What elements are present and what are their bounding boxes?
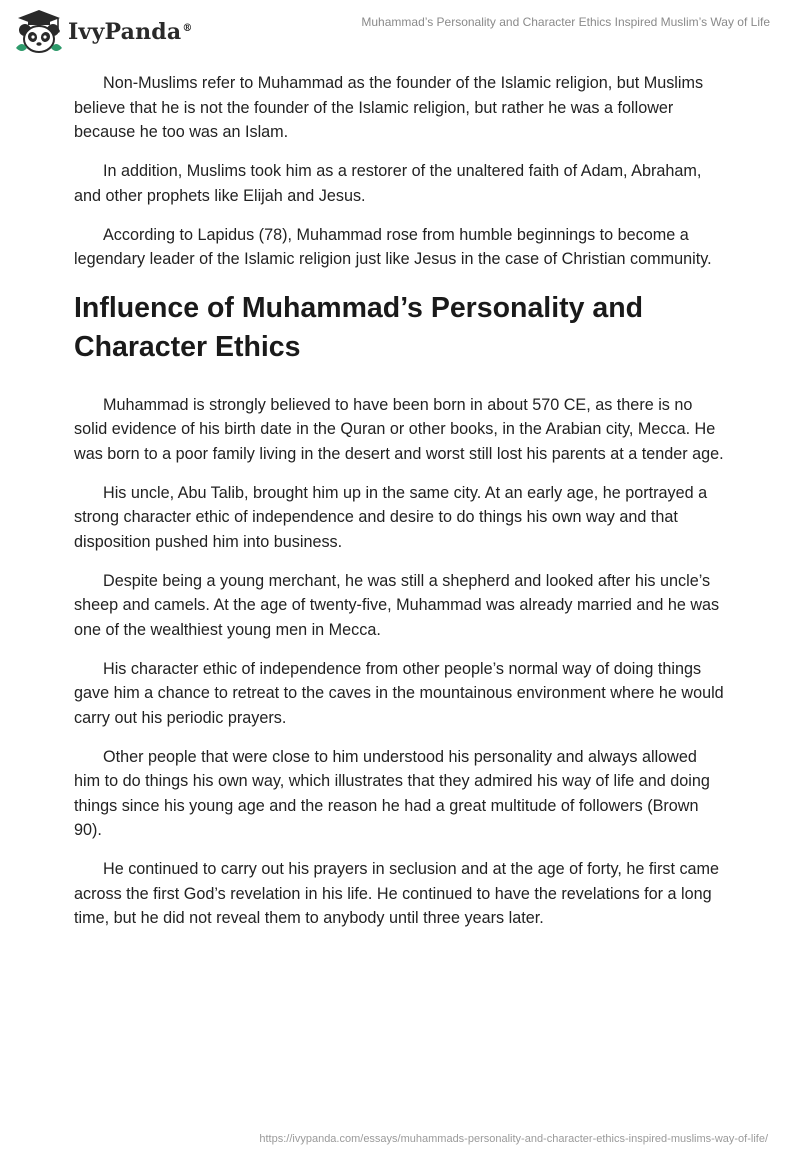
paragraph: His character ethic of independence from other people’s normal way of doing things gave him a chance to retreat to the caves in the mountainous environment where he would carry out his periodic prayers. xyxy=(74,659,724,727)
paragraph: Other people that were close to him understood his personality and always allowed him to do things his own way, which illustrates that they admired his way of life and doing things since his young age and the reason he had a great multitude of followers (Brown 90). xyxy=(74,747,710,839)
registered-mark: ® xyxy=(182,22,193,34)
logo-text: IvyPanda® xyxy=(68,19,193,45)
document-title: Muhammad’s Personality and Character Ethics Inspired Muslim’s Way of Life xyxy=(361,15,770,29)
logo[interactable] xyxy=(14,8,193,56)
paragraph: Muhammad is strongly believed to have been born in about 570 CE, as there is no solid evidence of his birth date in the Quran or other books, in the Arabian city, Mecca. He was born to a poor family living in the desert and worst still lost his parents at a tender age. xyxy=(74,395,724,463)
paragraph: His uncle, Abu Talib, brought him up in the same city. At an early age, he portrayed a strong character ethic of independence and desire to do things his own way and that disposition pushed him into business. xyxy=(74,483,708,551)
section-heading: Influence of Muhammad’s Personality and Character Ethics xyxy=(74,291,644,363)
paragraph: He continued to carry out his prayers in seclusion and at the age of forty, he first came across the first God’s revelation in his life. He continued to have the revelations for a long time, but he did not reveal them to anybody until three years later. xyxy=(74,860,720,927)
paragraph: Non-Muslims refer to Muhammad as the founder of the Islamic religion, but Muslims believe that he is not the founder of the Islamic religion, but rather he was a follower because he too was an Islam. xyxy=(74,74,704,141)
paragraph: According to Lapidus (78), Muhammad rose from humble beginnings to become a legendary leader of the Islamic religion just like Jesus in the case of Christian community. xyxy=(74,225,712,268)
page-header xyxy=(0,0,800,64)
panda-graduate-icon xyxy=(14,8,64,56)
essay-body xyxy=(74,71,724,945)
paragraph: In addition, Muslims took him as a restorer of the unaltered faith of Adam, Abraham, and other prophets like Elijah and Jesus. xyxy=(74,162,702,205)
source-url[interactable]: https://ivypanda.com/essays/muhammads-personality-and-character-ethics-inspired-muslims-way-of-life/ xyxy=(259,1133,768,1145)
paragraph: Despite being a young merchant, he was still a shepherd and looked after his uncle’s sheep and camels. At the age of twenty-five, Muhammad was already married and he was one of the wealthiest young men in Mecca. xyxy=(74,571,720,639)
